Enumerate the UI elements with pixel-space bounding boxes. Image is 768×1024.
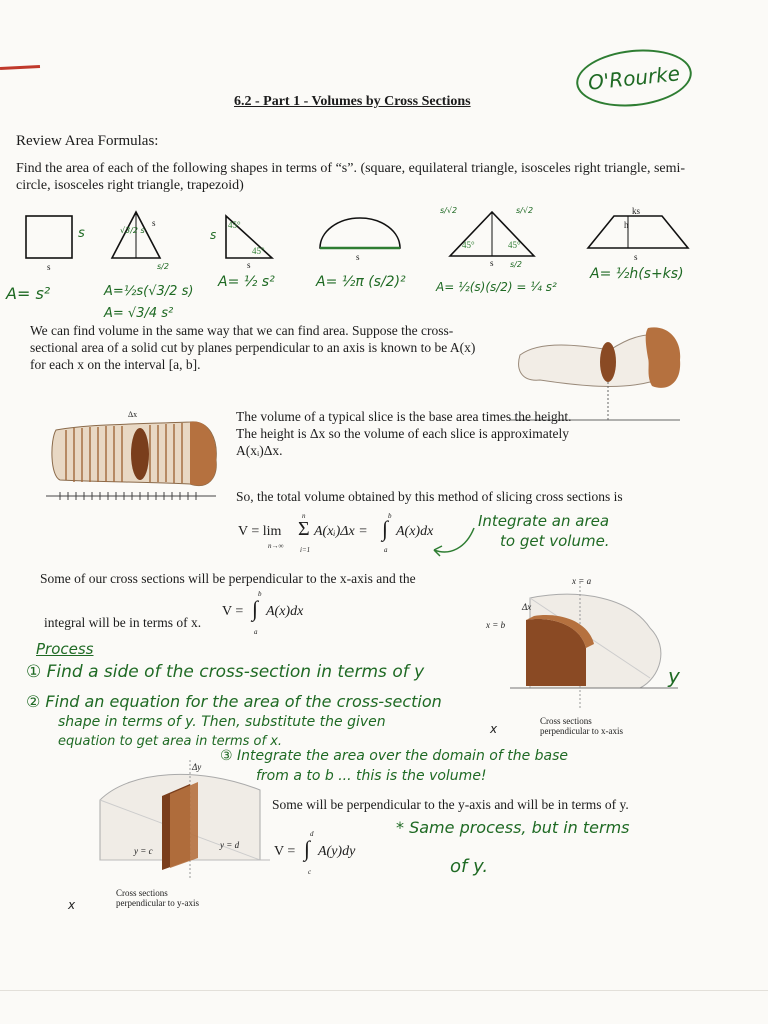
process-step-2-line-2: shape in terms of y. Then, substitute the given — [58, 714, 386, 730]
rt2-formula: A= ½(s)(s/2) = ¼ s² — [436, 280, 557, 294]
y-fig-caption-2: perpendicular to y-axis — [116, 898, 199, 908]
y-formula-v: V = — [274, 844, 296, 859]
equilateral-side-label: s — [152, 218, 156, 228]
square-formula: A= s² — [6, 284, 51, 303]
process-step-1: ① Find a side of the cross-section in terms of y — [26, 662, 425, 682]
slice-dx-label: Δx — [128, 410, 138, 419]
x-fig-label-xa: x = a — [572, 576, 592, 586]
y-note-line-1: * Same process, but in terms — [396, 818, 630, 837]
equilateral-height-label: √3/2 s — [120, 226, 145, 235]
right-triangle-bottom-label: s — [247, 260, 251, 270]
note-arrow — [430, 520, 480, 560]
y-note-line-2: of y. — [450, 856, 489, 877]
integrate-note-2: to get volume. — [500, 532, 610, 550]
slice-text: The volume of a typical slice is the base area times the height. The height is Δx so the volume of each slice is approximately A(xᵢ)Δx. — [236, 409, 572, 458]
square-side-label: s — [78, 226, 85, 241]
equilateral-formula-2: A= √3/4 s² — [104, 306, 174, 321]
semicircle-formula: A= ½π (s/2)² — [316, 274, 406, 290]
sum-top: n — [302, 512, 306, 520]
formula-lim-sub: n→∞ — [268, 542, 284, 550]
trapezoid-top-label: ks — [632, 206, 641, 216]
red-mark — [0, 65, 40, 70]
y-int-top: d — [310, 830, 314, 838]
y-fig-label-dy: Δy — [192, 762, 202, 772]
formula-lhs: V = lim — [238, 524, 282, 539]
x-axis-text-1: Some of our cross sections will be perpendicular to the x-axis and the — [40, 571, 416, 586]
formula-int: A(x)dx — [396, 524, 434, 539]
paragraph-intro: We can find volume in the same way that we can find area. Suppose the cross-sectional area of a solid cut by planes perpendicular to an axis is known to be A(x) for each x on the interval [a, b]. — [30, 323, 476, 372]
y-fig-label-yd: y = d — [220, 840, 240, 850]
y-fig-label-yc: y = c — [134, 846, 153, 856]
integrate-note-1: Integrate an area — [478, 512, 610, 530]
rt2-angle-right: 45° — [508, 240, 521, 250]
rt2-left-label: s/√2 — [440, 206, 458, 215]
formula-sum: A(xᵢ)Δx = — [314, 524, 368, 539]
trapezoid-h-label: h — [624, 220, 629, 230]
semicircle-bottom-label: s — [356, 252, 360, 262]
review-instruction: Find the area of each of the following shapes in terms of “s”. (square, equilateral triangle, isosceles right triangle, semi-circle, isosceles right triangle, trapezoid) — [16, 161, 686, 193]
page-bottom-line — [0, 990, 768, 991]
sigma-symbol: Σ — [298, 518, 310, 540]
process-step-3-line-2: from a to b ... this is the volume! — [256, 768, 487, 784]
rt2-half-label: s/2 — [510, 260, 522, 269]
x-fig-x-mark: x — [490, 722, 498, 736]
sum-bottom: i=1 — [300, 546, 311, 554]
process-step-2-line-3: equation to get area in terms of x. — [58, 734, 283, 749]
int-bottom: a — [384, 546, 388, 554]
x-fig-label-dx: Δx — [522, 602, 532, 612]
y-integral-symbol: ∫ — [304, 836, 311, 861]
x-formula-integrand: A(x)dx — [266, 604, 304, 619]
square-shape — [26, 216, 72, 258]
x-integral-symbol: ∫ — [252, 596, 259, 621]
x-int-top: b — [258, 590, 262, 598]
page-title: 6.2 - Part 1 - Volumes by Cross Sections — [234, 94, 471, 109]
y-int-bottom: c — [308, 868, 312, 876]
process-step-2-line-1: ② Find an equation for the area of the cross-section — [26, 692, 442, 711]
x-axis-text-2: integral will be in terms of x. — [44, 615, 202, 630]
x-axis-formula — [222, 590, 342, 640]
x-int-bottom: a — [254, 628, 258, 636]
name-stamp — [573, 44, 694, 112]
rt2-bottom-label: s — [490, 258, 494, 268]
review-heading: Review Area Formulas: — [16, 133, 159, 149]
y-fig-caption-1: Cross sections — [116, 888, 168, 898]
x-fig-caption-1: Cross sections — [540, 716, 592, 726]
y-axis-formula — [274, 828, 394, 878]
equilateral-formula-1: A=½s(√3/2 s) — [104, 284, 194, 299]
x-fig-label-y: y — [668, 664, 680, 688]
trapezoid-formula: A= ½h(s+ks) — [590, 266, 684, 282]
rt2-angle-left: 45° — [462, 240, 475, 250]
x-cross-section-figure — [500, 578, 680, 718]
slice-figure — [40, 410, 220, 520]
int-top: b — [388, 512, 392, 520]
square-bottom-label: s — [47, 262, 51, 272]
process-step-3-line-1: ③ Integrate the area over the domain of the base — [220, 748, 569, 764]
y-cross-section-figure — [90, 760, 280, 890]
right-triangle-angle-bottom: 45° — [252, 246, 265, 256]
rt2-right-label: s/√2 — [516, 206, 534, 215]
right-triangle-formula: A= ½ s² — [218, 274, 275, 290]
x-fig-caption-2: perpendicular to x-axis — [540, 726, 623, 736]
x-fig-label-xb: x = b — [486, 620, 506, 630]
process-heading: Process — [36, 640, 94, 658]
semicircle-shape — [320, 218, 400, 248]
trapezoid-bottom-label: s — [634, 252, 638, 262]
x-formula-v: V = — [222, 604, 244, 619]
y-formula-integrand: A(y)dy — [318, 844, 356, 859]
shapes-figure — [0, 200, 768, 270]
total-text: So, the total volume obtained by this method of slicing cross sections is — [236, 489, 623, 504]
name-stamp-text: O'Rourke — [586, 61, 682, 95]
y-axis-text: Some will be perpendicular to the y-axis and will be in terms of y. — [272, 797, 629, 812]
trapezoid-shape — [588, 216, 688, 248]
y-fig-x-mark: x — [68, 898, 76, 912]
integral-symbol: ∫ — [382, 516, 389, 541]
equilateral-half-label: s/2 — [157, 262, 169, 271]
right-triangle-side-label: s — [210, 228, 217, 242]
right-triangle-angle-top: 45° — [228, 220, 241, 230]
